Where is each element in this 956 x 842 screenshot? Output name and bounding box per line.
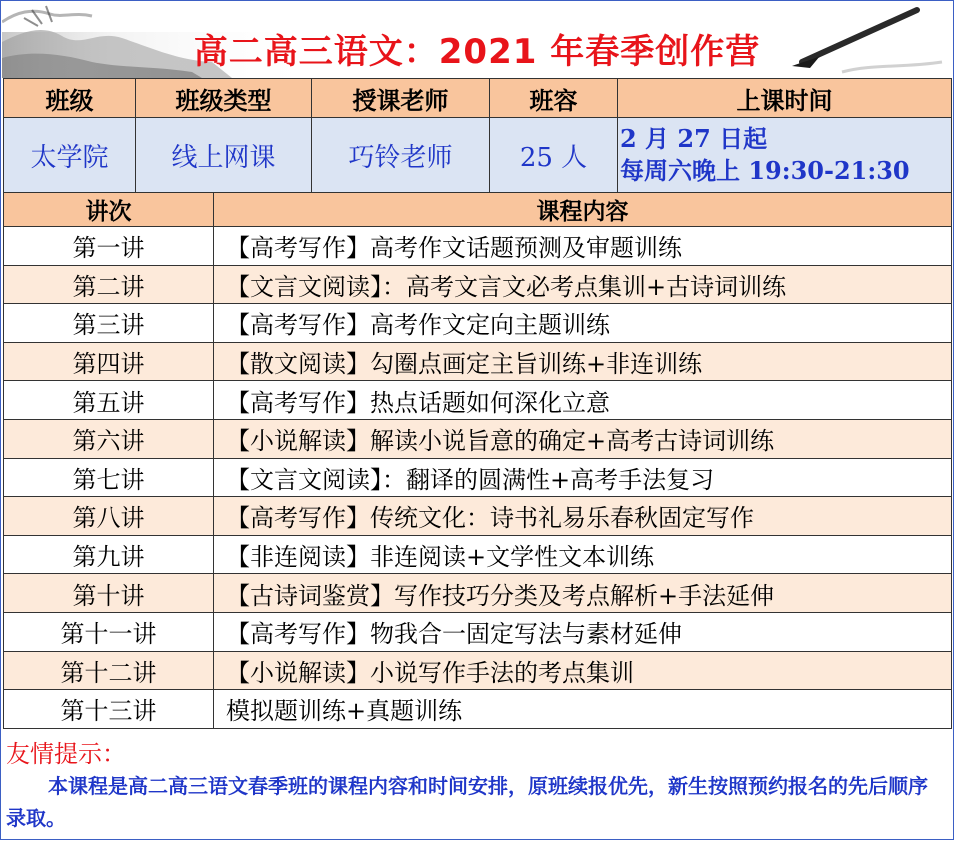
lecture-number: 第二讲	[4, 265, 214, 304]
schedule-weekly-time: 每周六晚上 19:30-21:30	[620, 156, 910, 185]
lecture-number: 第十讲	[4, 574, 214, 613]
header-teacher: 授课老师	[312, 79, 490, 118]
class-name: 太学院	[4, 118, 136, 193]
lecture-content: 【高考写作】高考作文定向主题训练	[214, 304, 952, 343]
lecture-content: 【文言文阅读】：翻译的圆满性+高考手法复习	[214, 458, 952, 497]
lecture-number: 第十三讲	[4, 690, 214, 729]
lecture-number: 第十二讲	[4, 651, 214, 690]
notice-title: 友情提示：	[6, 740, 126, 768]
header-class-type: 班级类型	[136, 79, 312, 118]
table-row	[4, 227, 952, 266]
class-type: 线上网课	[136, 118, 312, 193]
lecture-number: 第六讲	[4, 419, 214, 458]
lecture-number: 第一讲	[4, 227, 214, 266]
lecture-content: 【高考写作】热点话题如何深化立意	[214, 381, 952, 420]
lecture-content: 【小说解读】小说写作手法的考点集训	[214, 651, 952, 690]
table-row	[4, 612, 952, 651]
lecture-number: 第十一讲	[4, 612, 214, 651]
page-title: 高二高三语文：2021 年春季创作营	[193, 32, 761, 72]
table-row	[4, 342, 952, 381]
table-row	[4, 574, 952, 613]
table-row	[4, 304, 952, 343]
lecture-number: 第三讲	[4, 304, 214, 343]
teacher-name: 巧铃老师	[312, 118, 490, 193]
lecture-number: 第九讲	[4, 535, 214, 574]
table-row	[4, 419, 952, 458]
table-row	[4, 265, 952, 304]
table-row	[4, 458, 952, 497]
lecture-content: 【非连阅读】非连阅读+文学性文本训练	[214, 535, 952, 574]
lecture-content: 【小说解读】解读小说旨意的确定+高考古诗词训练	[214, 419, 952, 458]
lecture-content: 【高考写作】物我合一固定写法与素材延伸	[214, 612, 952, 651]
lecture-content: 【高考写作】高考作文话题预测及审题训练	[214, 227, 952, 266]
lecture-number: 第七讲	[4, 458, 214, 497]
lecture-content: 【文言文阅读】：高考文言文必考点集训+古诗词训练	[214, 265, 952, 304]
lecture-number: 第五讲	[4, 381, 214, 420]
lecture-number: 第四讲	[4, 342, 214, 381]
table-row	[4, 690, 952, 729]
header-content: 课程内容	[214, 193, 952, 227]
lecture-content: 模拟题训练+真题训练	[214, 690, 952, 729]
header-capacity: 班容	[490, 79, 618, 118]
lecture-content: 【散文阅读】勾圈点画定主旨训练+非连训练	[214, 342, 952, 381]
table-row	[4, 535, 952, 574]
class-info-table	[3, 78, 952, 193]
table-row	[4, 381, 952, 420]
table-row	[4, 497, 952, 536]
header-class: 班级	[4, 79, 136, 118]
header-lecture: 讲次	[4, 193, 214, 227]
class-info-value-row	[4, 118, 952, 193]
class-schedule	[618, 118, 952, 193]
lecture-content: 【古诗词鉴赏】写作技巧分类及考点解析+手法延伸	[214, 574, 952, 613]
lecture-number: 第八讲	[4, 497, 214, 536]
notice-section	[3, 730, 951, 838]
lesson-table	[3, 192, 952, 729]
lesson-header-row	[4, 193, 952, 227]
notice-body: 本课程是高二高三语文春季班的课程内容和时间安排，原班续报优先，新生按照预约报名的先后顺序录取。	[6, 774, 928, 830]
lecture-content: 【高考写作】传统文化：诗书礼易乐春秋固定写作	[214, 497, 952, 536]
class-info-header-row	[4, 79, 952, 118]
schedule-start-date: 2 月 27 日起	[620, 124, 768, 153]
title-banner	[2, 2, 952, 78]
class-capacity: 25 人	[490, 118, 618, 193]
table-row	[4, 651, 952, 690]
header-schedule: 上课时间	[618, 79, 952, 118]
